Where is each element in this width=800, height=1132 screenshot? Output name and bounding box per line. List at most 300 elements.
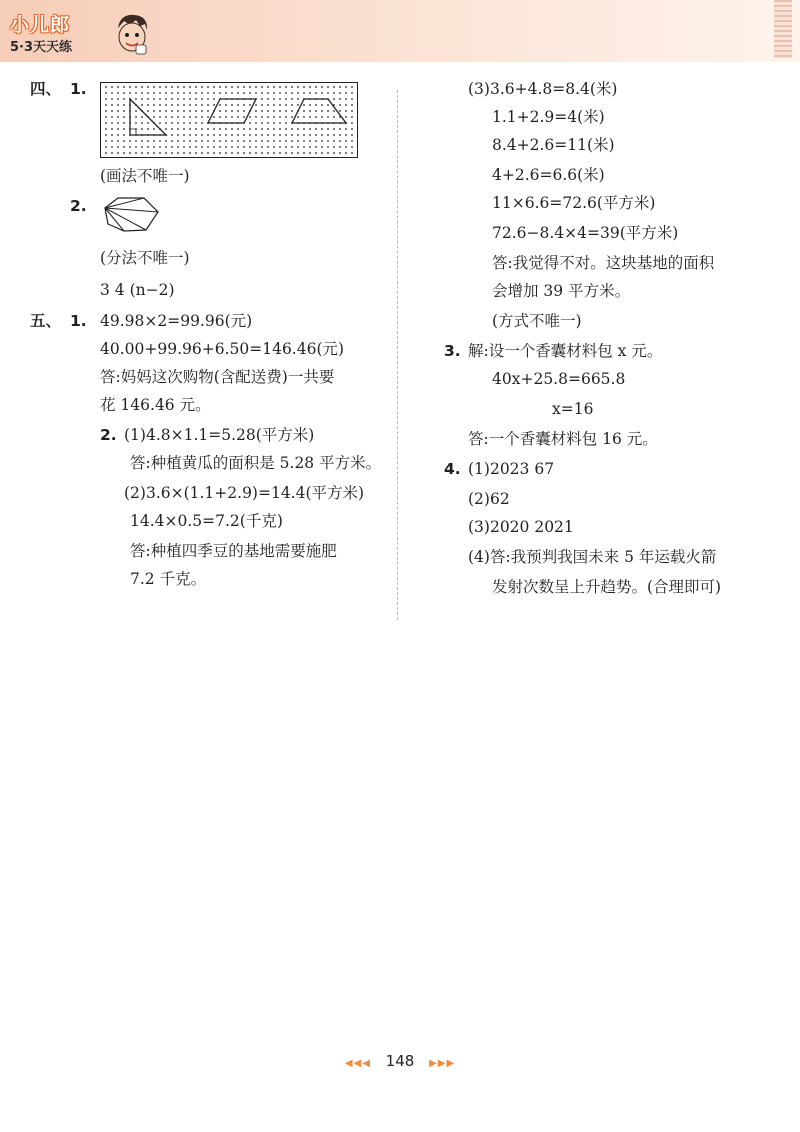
grid-dot — [189, 92, 191, 94]
grid-dot — [303, 128, 305, 130]
grid-dot — [213, 104, 215, 106]
grid-dot — [147, 92, 149, 94]
grid-dot — [147, 152, 149, 154]
grid-dot — [309, 146, 311, 148]
grid-dot — [117, 116, 119, 118]
grid-dot — [285, 146, 287, 148]
grid-dot — [123, 110, 125, 112]
grid-dot — [219, 116, 221, 118]
p1-line-1: 49.98×2=99.96(元) — [100, 312, 253, 330]
grid-dot — [285, 122, 287, 124]
grid-dot — [243, 152, 245, 154]
q1-note: (画法不唯一) — [100, 167, 190, 185]
grid-dot — [261, 146, 263, 148]
grid-dot — [141, 104, 143, 106]
grid-dot — [339, 128, 341, 130]
grid-dot — [207, 152, 209, 154]
grid-dot — [219, 152, 221, 154]
grid-dot — [183, 146, 185, 148]
grid-dot — [189, 128, 191, 130]
grid-dot — [183, 104, 185, 106]
grid-dot — [225, 140, 227, 142]
grid-dot — [129, 92, 131, 94]
grid-dot — [261, 122, 263, 124]
grid-dot — [261, 110, 263, 112]
grid-dot — [267, 140, 269, 142]
grid-dot — [135, 116, 137, 118]
grid-dot — [141, 116, 143, 118]
grid-dot — [351, 152, 353, 154]
r-line-3: 8.4+2.6=11(米) — [492, 136, 615, 154]
grid-dot — [327, 146, 329, 148]
grid-dot — [165, 86, 167, 88]
grid-dot — [255, 86, 257, 88]
grid-dot — [309, 104, 311, 106]
grid-dot — [171, 134, 173, 136]
grid-dot — [339, 92, 341, 94]
grid-dot — [153, 116, 155, 118]
grid-dot — [333, 110, 335, 112]
grid-dot — [297, 98, 299, 100]
p1-line-3: 答:妈妈这次购物(含配送费)一共要 — [100, 368, 335, 386]
grid-dot — [183, 122, 185, 124]
grid-dot — [123, 128, 125, 130]
grid-dot — [207, 92, 209, 94]
grid-dot — [309, 140, 311, 142]
grid-dot — [333, 98, 335, 100]
grid-dot — [339, 110, 341, 112]
grid-dot — [159, 92, 161, 94]
grid-dot — [117, 92, 119, 94]
p2-line-2: 答:种植黄瓜的面积是 5.28 平方米。 — [130, 454, 382, 472]
logo-subtitle: 5·3天天练 — [10, 40, 73, 55]
grid-dot — [213, 86, 215, 88]
grid-dot — [207, 140, 209, 142]
grid-dot — [261, 140, 263, 142]
grid-dot — [273, 134, 275, 136]
grid-dot — [159, 104, 161, 106]
grid-dot — [261, 128, 263, 130]
grid-dot — [141, 92, 143, 94]
heptagon-figure — [100, 196, 162, 234]
grid-dot — [297, 128, 299, 130]
grid-dot — [111, 128, 113, 130]
grid-dot — [201, 152, 203, 154]
grid-dot — [231, 140, 233, 142]
grid-dot — [159, 110, 161, 112]
grid-dot — [201, 116, 203, 118]
grid-dot — [165, 98, 167, 100]
grid-dot — [243, 128, 245, 130]
grid-dot — [201, 140, 203, 142]
grid-dot — [165, 104, 167, 106]
grid-dot — [165, 140, 167, 142]
grid-dot — [345, 152, 347, 154]
grid-dot — [219, 104, 221, 106]
grid-dot — [123, 122, 125, 124]
grid-dot — [255, 110, 257, 112]
grid-dot — [273, 98, 275, 100]
grid-dot — [105, 122, 107, 124]
grid-dot — [153, 146, 155, 148]
grid-dot — [183, 86, 185, 88]
grid-dot — [315, 128, 317, 130]
grid-dot — [123, 134, 125, 136]
grid-dot — [303, 86, 305, 88]
grid-dot — [345, 104, 347, 106]
grid-dot — [237, 146, 239, 148]
p3-line-2: 40x+25.8=665.8 — [492, 370, 626, 388]
grid-dot — [159, 86, 161, 88]
grid-dot — [153, 86, 155, 88]
grid-dot — [159, 98, 161, 100]
mascot-face-icon — [112, 12, 152, 56]
grid-dot — [303, 110, 305, 112]
grid-dot — [165, 122, 167, 124]
grid-dot — [171, 128, 173, 130]
grid-dot — [351, 110, 353, 112]
grid-dot — [249, 146, 251, 148]
grid-dot — [123, 98, 125, 100]
grid-dot — [345, 92, 347, 94]
grid-dot — [171, 86, 173, 88]
logo-title: 小儿郎 — [10, 14, 71, 36]
grid-dot — [279, 98, 281, 100]
p1-line-4: 花 146.46 元。 — [100, 396, 211, 414]
problem-1-number: 1. — [70, 312, 87, 330]
grid-dot — [177, 110, 179, 112]
grid-dot — [279, 116, 281, 118]
grid-dot — [171, 146, 173, 148]
grid-dot — [321, 86, 323, 88]
grid-dot — [117, 146, 119, 148]
grid-dot — [279, 110, 281, 112]
grid-dot — [123, 92, 125, 94]
grid-dot — [315, 92, 317, 94]
grid-dot — [225, 116, 227, 118]
grid-dot — [231, 134, 233, 136]
page-number: 148 — [385, 1052, 415, 1070]
grid-dot — [123, 86, 125, 88]
r-line-6: 72.6−8.4×4=39(平方米) — [492, 224, 679, 242]
grid-dot — [261, 104, 263, 106]
grid-dot — [177, 140, 179, 142]
grid-dot — [255, 146, 257, 148]
grid-dot — [213, 140, 215, 142]
grid-dot — [351, 116, 353, 118]
grid-dot — [297, 134, 299, 136]
grid-dot — [333, 116, 335, 118]
r-line-1: (3)3.6+4.8=8.4(米) — [468, 80, 618, 98]
grid-dot — [147, 122, 149, 124]
grid-dot — [201, 92, 203, 94]
grid-dot — [183, 134, 185, 136]
grid-dot — [285, 98, 287, 100]
grid-dot — [219, 134, 221, 136]
grid-dot — [231, 110, 233, 112]
grid-dot — [195, 104, 197, 106]
grid-dot — [249, 92, 251, 94]
grid-dot — [261, 98, 263, 100]
p2-line-6: 7.2 千克。 — [130, 570, 207, 588]
grid-dot — [327, 134, 329, 136]
grid-dot — [123, 140, 125, 142]
grid-dot — [267, 98, 269, 100]
grid-dot — [159, 146, 161, 148]
grid-dot — [213, 128, 215, 130]
grid-dot — [255, 92, 257, 94]
grid-dot — [123, 104, 125, 106]
grid-dot — [105, 140, 107, 142]
grid-dot — [291, 134, 293, 136]
grid-dot — [213, 92, 215, 94]
grid-dot — [111, 146, 113, 148]
grid-dot — [309, 86, 311, 88]
grid-dot — [153, 110, 155, 112]
grid-dot — [243, 110, 245, 112]
grid-dot — [273, 104, 275, 106]
grid-dot — [171, 116, 173, 118]
grid-dot — [255, 104, 257, 106]
grid-dot — [171, 104, 173, 106]
grid-dot — [237, 86, 239, 88]
grid-dot — [333, 146, 335, 148]
grid-dot — [315, 104, 317, 106]
grid-dot — [213, 116, 215, 118]
grid-dot — [327, 128, 329, 130]
grid-dot — [351, 134, 353, 136]
grid-dot — [291, 110, 293, 112]
grid-dot — [303, 104, 305, 106]
grid-dot — [195, 110, 197, 112]
grid-dot — [297, 140, 299, 142]
grid-dot — [135, 110, 137, 112]
grid-dot — [111, 98, 113, 100]
page-edge-mark — [774, 0, 792, 58]
grid-dot — [297, 146, 299, 148]
grid-dot — [225, 104, 227, 106]
grid-dot — [351, 86, 353, 88]
grid-dot — [321, 110, 323, 112]
p4-line-2: (2)62 — [468, 490, 510, 508]
grid-dot — [225, 86, 227, 88]
grid-dot — [309, 134, 311, 136]
grid-dot — [177, 128, 179, 130]
grid-dot — [165, 146, 167, 148]
grid-dot — [339, 146, 341, 148]
grid-dot — [201, 104, 203, 106]
grid-dot — [333, 152, 335, 154]
brand-logo — [10, 8, 150, 58]
grid-dot — [321, 152, 323, 154]
r-line-8: 会增加 39 平方米。 — [492, 282, 631, 300]
grid-dot — [351, 122, 353, 124]
section-4-label: 四、 — [30, 80, 62, 98]
grid-dot — [183, 110, 185, 112]
grid-dot — [339, 140, 341, 142]
grid-dot — [195, 128, 197, 130]
grid-dot — [111, 122, 113, 124]
grid-dot — [321, 92, 323, 94]
grid-dot — [165, 110, 167, 112]
grid-dot — [297, 104, 299, 106]
grid-dot — [267, 104, 269, 106]
r-line-2: 1.1+2.9=4(米) — [492, 108, 605, 126]
grid-dot — [249, 86, 251, 88]
grid-dot — [327, 92, 329, 94]
grid-dot — [135, 140, 137, 142]
grid-dot — [279, 86, 281, 88]
grid-dot — [135, 92, 137, 94]
section-5-label: 五、 — [30, 312, 62, 330]
grid-dot — [261, 116, 263, 118]
grid-dot — [321, 134, 323, 136]
grid-dot — [171, 92, 173, 94]
grid-dot — [285, 134, 287, 136]
grid-dot — [183, 152, 185, 154]
grid-dot — [159, 116, 161, 118]
grid-dot — [177, 86, 179, 88]
grid-dot — [315, 140, 317, 142]
grid-dot — [237, 152, 239, 154]
grid-dot — [345, 110, 347, 112]
grid-dot — [297, 116, 299, 118]
grid-dot — [105, 134, 107, 136]
grid-dot — [249, 104, 251, 106]
grid-dot — [219, 110, 221, 112]
grid-dot — [327, 86, 329, 88]
p3-line-4: 答:一个香囊材料包 16 元。 — [468, 430, 658, 448]
grid-dot — [213, 146, 215, 148]
grid-dot — [243, 92, 245, 94]
r-line-9: (方式不唯一) — [492, 312, 582, 330]
grid-dot — [273, 92, 275, 94]
grid-dot — [117, 152, 119, 154]
p3-line-1: 解:设一个香囊材料包 x 元。 — [468, 342, 663, 360]
grid-dot — [243, 146, 245, 148]
grid-dot — [297, 152, 299, 154]
p2-line-4: 14.4×0.5=7.2(千克) — [130, 512, 283, 530]
p2-line-3: (2)3.6×(1.1+2.9)=14.4(平方米) — [124, 484, 365, 502]
grid-dot — [225, 152, 227, 154]
grid-dot — [255, 122, 257, 124]
grid-dot — [201, 146, 203, 148]
grid-dot — [219, 128, 221, 130]
grid-dot — [189, 98, 191, 100]
grid-dot — [279, 140, 281, 142]
grid-dot — [267, 110, 269, 112]
grid-dot — [207, 128, 209, 130]
grid-dot — [291, 116, 293, 118]
p4-line-3: (3)2020 2021 — [468, 518, 574, 536]
grid-dot — [273, 116, 275, 118]
grid-dot — [171, 140, 173, 142]
grid-dot — [285, 104, 287, 106]
grid-dot — [321, 146, 323, 148]
question-1-number: 1. — [70, 80, 87, 98]
p2-line-5: 答:种植四季豆的基地需要施肥 — [130, 542, 337, 560]
grid-dot — [225, 128, 227, 130]
grid-dot — [177, 92, 179, 94]
question-2-number: 2. — [70, 197, 87, 215]
grid-dot — [315, 134, 317, 136]
grid-dot — [213, 152, 215, 154]
grid-dot — [261, 152, 263, 154]
grid-dot — [219, 146, 221, 148]
grid-dot — [309, 116, 311, 118]
grid-dot — [207, 146, 209, 148]
grid-dot — [249, 152, 251, 154]
grid-dot — [171, 110, 173, 112]
grid-dot — [321, 128, 323, 130]
grid-dot — [291, 152, 293, 154]
grid-dot — [261, 134, 263, 136]
r-line-7: 答:我觉得不对。这块基地的面积 — [492, 254, 715, 272]
grid-dot — [219, 140, 221, 142]
grid-dot — [195, 86, 197, 88]
grid-dot — [195, 98, 197, 100]
grid-dot — [153, 104, 155, 106]
grid-dot — [267, 86, 269, 88]
grid-dot — [273, 146, 275, 148]
grid-dot — [153, 152, 155, 154]
grid-dot — [249, 116, 251, 118]
grid-dot — [273, 152, 275, 154]
grid-dot — [351, 140, 353, 142]
grid-dot — [105, 128, 107, 130]
grid-dot — [231, 152, 233, 154]
grid-dot — [327, 104, 329, 106]
grid-dot — [141, 122, 143, 124]
grid-dot — [231, 128, 233, 130]
grid-dot — [255, 134, 257, 136]
grid-dot — [315, 116, 317, 118]
grid-dot — [315, 152, 317, 154]
grid-dot — [183, 92, 185, 94]
grid-dot — [177, 116, 179, 118]
grid-dot — [345, 140, 347, 142]
grid-dot — [345, 134, 347, 136]
grid-dot — [123, 146, 125, 148]
grid-dot — [231, 92, 233, 94]
problem-2-number: 2. — [100, 426, 117, 444]
grid-dot — [279, 146, 281, 148]
grid-dot — [225, 134, 227, 136]
grid-dot — [189, 86, 191, 88]
grid-dot — [303, 152, 305, 154]
grid-dot — [243, 140, 245, 142]
grid-dot — [201, 134, 203, 136]
grid-dot — [237, 110, 239, 112]
grid-dot — [171, 98, 173, 100]
grid-dot — [309, 152, 311, 154]
grid-dot — [273, 128, 275, 130]
grid-dot — [105, 116, 107, 118]
grid-dot — [315, 146, 317, 148]
grid-dot — [303, 146, 305, 148]
grid-dot — [225, 92, 227, 94]
grid-dot — [279, 92, 281, 94]
grid-dot — [153, 128, 155, 130]
grid-dot — [351, 128, 353, 130]
grid-dot — [327, 152, 329, 154]
grid-dot — [351, 104, 353, 106]
grid-dot — [279, 122, 281, 124]
grid-dot — [339, 152, 341, 154]
grid-dot — [243, 86, 245, 88]
grid-dot — [159, 122, 161, 124]
grid-dot — [243, 116, 245, 118]
